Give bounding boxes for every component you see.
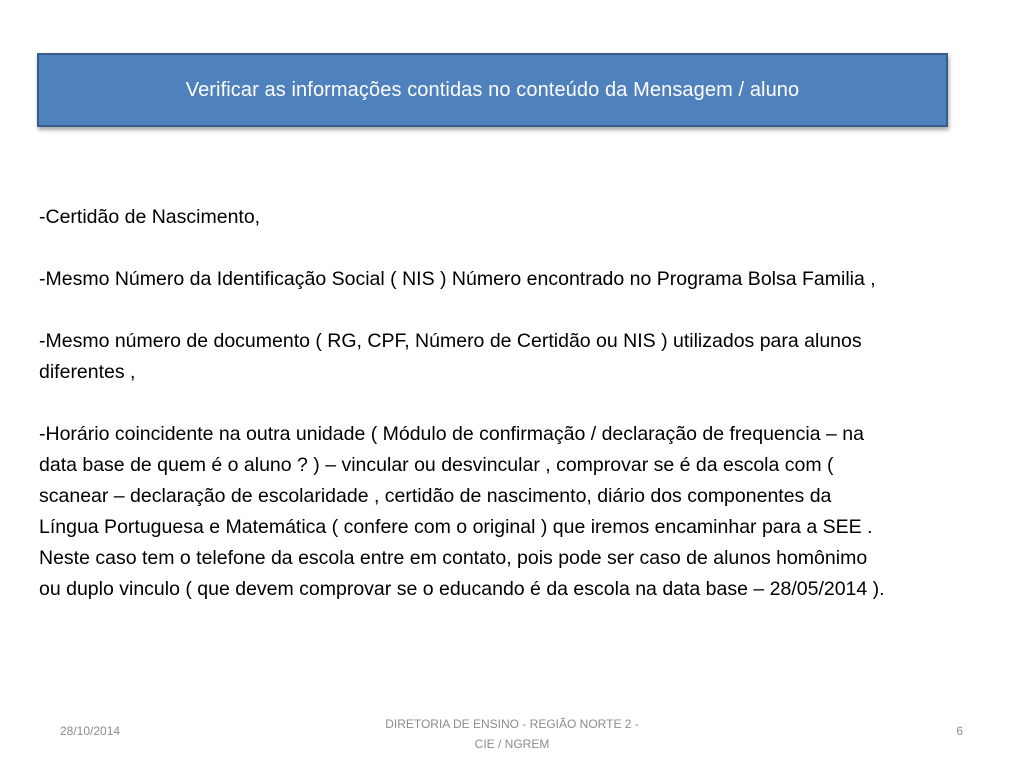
footer-page-number: 6 [956,724,963,738]
footer-date: 28/10/2014 [60,724,121,738]
slide-title: Verificar as informações contidas no conteúdo da Mensagem / aluno [185,78,800,101]
bullet-paragraph: -Mesmo número de documento ( RG, CPF, Número de Certidão ou NIS ) utilizados para alunos diferentes , [39,330,862,383]
slide-body [39,202,889,605]
bullet-paragraph: -Certidão de Nascimento, [39,206,261,228]
slide-title-box [37,53,948,127]
bullet-paragraph: -Horário coincidente na outra unidade ( Módulo de confirmação / declaração de frequencia – na data base de quem é o aluno ? ) – vincular ou desvincular , comprovar se é da escola com ( scanear – declaração de escolaridade , certidão de nascimento, diário dos componentes da Língua Portuguesa e Matemática ( confere com o original ) que iremos encaminhar para a SEE . Neste caso tem o telefone da escola entre em contato, pois pode ser caso de alunos homônimo ou duplo vinculo ( que devem comprovar se o educando é da escola na data base – 28/05/2014 ). [39,423,885,600]
footer-organization-line-2: CIE / NGREM [474,737,550,751]
bullet-paragraph: -Mesmo Número da Identificação Social ( NIS ) Número encontrado no Programa Bolsa Familia , [39,268,876,290]
footer-organization [352,714,672,754]
footer-organization-line-1: DIRETORIA DE ENSINO - REGIÃO NORTE 2 - [385,717,639,731]
